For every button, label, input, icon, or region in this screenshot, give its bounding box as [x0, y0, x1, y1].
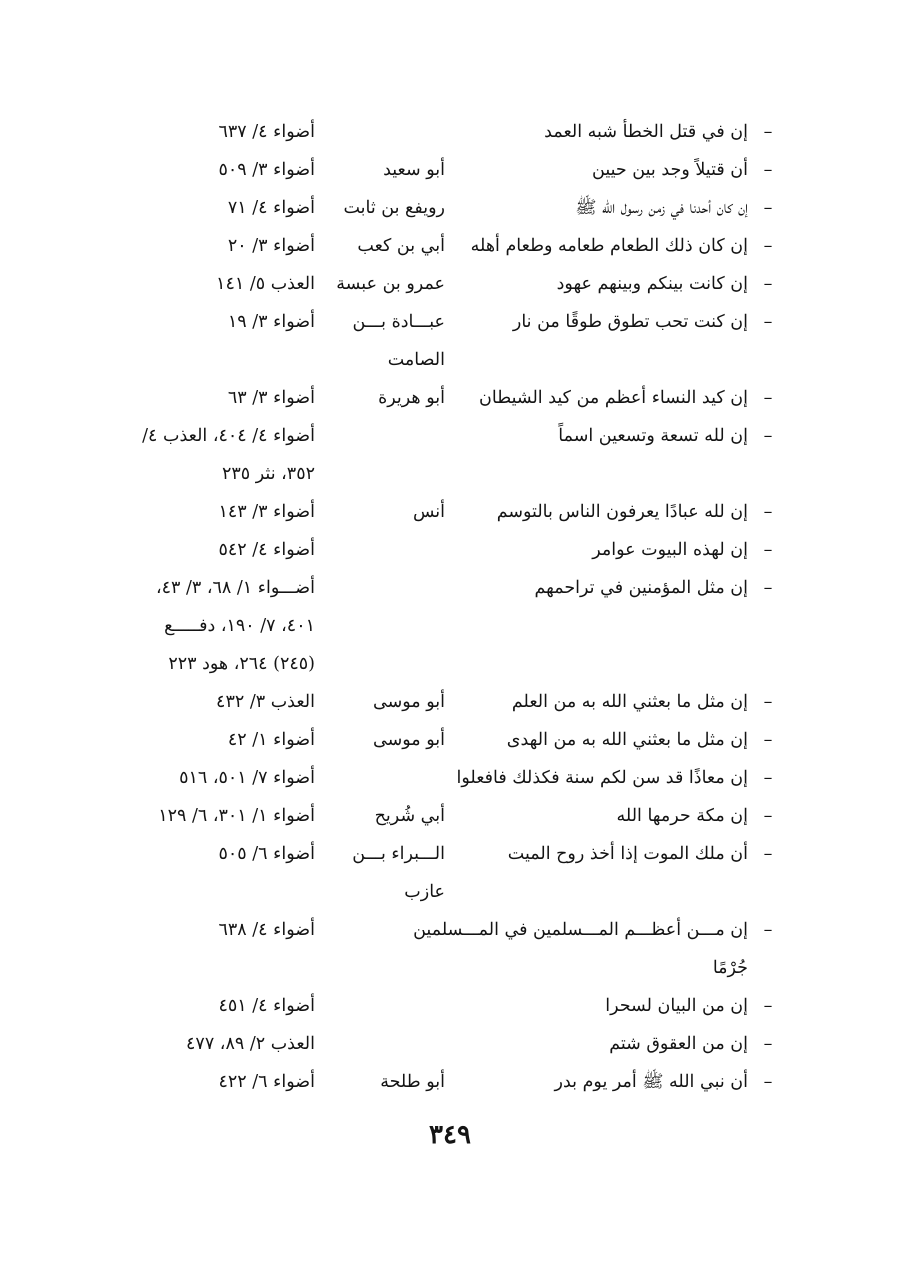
row-dash: – — [763, 274, 773, 294]
narrator-name — [320, 1025, 445, 1063]
row-dash: – — [763, 578, 773, 598]
source-reference: ٤٠١، ٧/ ١٩٠، دفـــــع — [164, 616, 315, 636]
row-dash — [758, 607, 778, 645]
hadith-text — [448, 455, 748, 493]
hadith-text: إن معاذًا قد سن لكم سنة فكذلك فافعلوا — [456, 768, 748, 788]
row-dash: – — [763, 236, 773, 256]
narrator-name — [320, 569, 445, 607]
row-dash: – — [763, 540, 773, 560]
hadith-text: أن نبي الله ﷺ أمر يوم بدر — [554, 1072, 748, 1092]
index-row — [0, 455, 900, 493]
row-dash: – — [763, 730, 773, 750]
index-row — [0, 113, 900, 151]
source-reference: أضواء ٧/ ٥٠١، ٥١٦ — [179, 768, 315, 788]
narrator-name — [320, 759, 445, 797]
index-row — [0, 189, 900, 227]
narrator-name: أبي بن كعب — [357, 236, 445, 256]
hadith-text: إن كيد النساء أعظم من كيد الشيطان — [479, 388, 748, 408]
hadith-text: جُرْمًا — [712, 958, 748, 978]
source-reference: أضواء ٣/ ١٤٣ — [218, 502, 315, 522]
source-reference: أضواء ٤/ ٤٥١ — [218, 996, 315, 1016]
source-reference: أضواء ٣/ ٢٠ — [227, 236, 315, 256]
row-dash — [758, 949, 778, 987]
narrator-name — [320, 911, 445, 949]
narrator-name — [320, 455, 445, 493]
row-dash: – — [763, 806, 773, 826]
narrator-name: أبو موسى — [373, 730, 445, 750]
index-row — [0, 1063, 900, 1101]
row-dash: – — [763, 312, 773, 332]
index-row — [0, 949, 900, 987]
hadith-text: إن في قتل الخطأ شبه العمد — [544, 122, 748, 142]
index-row — [0, 911, 900, 949]
row-dash: – — [763, 692, 773, 712]
narrator-name: أنس — [412, 502, 445, 522]
row-dash — [758, 455, 778, 493]
source-reference: أضواء ٤/ ٦٣٧ — [218, 122, 315, 142]
narrator-name — [320, 645, 445, 683]
source-reference: (٢٤٥) ٢٦٤، هود ٢٢٣ — [168, 654, 315, 674]
index-row — [0, 531, 900, 569]
source-reference: أضواء ٤/ ٥٤٢ — [218, 540, 315, 560]
source-reference: أضواء ٤/ ٤٠٤، العذب ٤/ — [142, 426, 315, 446]
narrator-name — [320, 113, 445, 151]
narrator-name: الـــبراء بـــن — [352, 844, 445, 864]
hadith-text: إن لله عبادًا يعرفون الناس بالتوسم — [496, 502, 748, 522]
narrator-name: عازب — [404, 882, 445, 902]
index-row — [0, 341, 900, 379]
hadith-text: إن كنت تحب تطوق طوقًا من نار — [512, 312, 748, 332]
index-row — [0, 1025, 900, 1063]
row-dash: – — [763, 198, 773, 218]
source-reference: أضواء ٤/ ٧١ — [227, 198, 315, 218]
row-dash: – — [763, 920, 773, 940]
row-dash — [758, 341, 778, 379]
row-dash — [758, 645, 778, 683]
index-row — [0, 987, 900, 1025]
index-row — [0, 607, 900, 645]
narrator-name: عبـــادة بـــن — [352, 312, 445, 332]
narrator-name: الصامت — [387, 350, 445, 370]
index-row — [0, 721, 900, 759]
row-dash: – — [763, 996, 773, 1016]
narrator-name — [320, 531, 445, 569]
index-row — [0, 759, 900, 797]
narrator-name: أبو هريرة — [378, 388, 445, 408]
source-reference: أضواء ٦/ ٥٠٥ — [218, 844, 315, 864]
row-dash: – — [763, 844, 773, 864]
row-dash — [758, 873, 778, 911]
hadith-text: إن مـــن أعظـــم المـــسلمين في المـــسلمين — [413, 920, 748, 940]
hadith-text — [448, 607, 748, 645]
index-row — [0, 683, 900, 721]
hadith-text: إن مثل ما بعثني الله به من الهدى — [506, 730, 748, 750]
source-reference — [115, 873, 315, 911]
source-reference — [115, 341, 315, 379]
row-dash: – — [763, 388, 773, 408]
hadith-text: أن قتيلاً وجد بين حيين — [592, 160, 748, 180]
source-reference: أضواء ٦/ ٤٢٢ — [218, 1072, 315, 1092]
index-row — [0, 265, 900, 303]
hadith-text — [448, 341, 748, 379]
hadith-text: إن لله تسعة وتسعين اسماً — [558, 426, 748, 446]
narrator-name: رويفع بن ثابت — [343, 198, 445, 218]
row-dash: – — [763, 160, 773, 180]
source-reference — [115, 949, 315, 987]
hadith-text: إن من البيان لسحرا — [605, 996, 748, 1016]
row-dash: – — [763, 502, 773, 522]
source-reference: أضواء ٣/ ٦٣ — [227, 388, 315, 408]
hadith-text: إن كانت بينكم وبينهم عهود — [556, 274, 748, 294]
source-reference: أضواء ١/ ٤٢ — [227, 730, 315, 750]
index-row — [0, 303, 900, 341]
hadith-text: إن مثل المؤمنين في تراحمهم — [534, 578, 748, 598]
hadith-text: إن مثل ما بعثني الله به من العلم — [511, 692, 748, 712]
row-dash: – — [763, 1072, 773, 1092]
hadith-text: إن لهذه البيوت عوامر — [592, 540, 748, 560]
index-row — [0, 645, 900, 683]
index-row — [0, 797, 900, 835]
index-row — [0, 873, 900, 911]
index-row — [0, 379, 900, 417]
index-row — [0, 493, 900, 531]
source-reference: أضواء ٣/ ٥٠٩ — [218, 160, 315, 180]
hadith-text — [448, 645, 748, 683]
source-reference: أضواء ٤/ ٦٣٨ — [218, 920, 315, 940]
source-reference: العذب ٢/ ٨٩، ٤٧٧ — [186, 1034, 315, 1054]
row-dash: – — [763, 1034, 773, 1054]
index-row — [0, 227, 900, 265]
hadith-text: إن كان أحدنا في زمن رسول الله ﷺ — [575, 198, 748, 218]
hadith-text: إن من العقوق شتم — [609, 1034, 748, 1054]
row-dash: – — [763, 426, 773, 446]
narrator-name: عمرو بن عبسة — [336, 274, 445, 294]
source-reference: أضـــواء ١/ ٦٨، ٣/ ٤٣، — [155, 578, 315, 598]
narrator-name — [320, 417, 445, 455]
index-row — [0, 569, 900, 607]
hadith-text — [448, 873, 748, 911]
source-reference: العذب ٥/ ١٤١ — [216, 274, 315, 294]
hadith-text: إن كان ذلك الطعام طعامه وطعام أهله — [470, 236, 748, 256]
source-reference: العذب ٣/ ٤٣٢ — [216, 692, 315, 712]
index-row — [0, 417, 900, 455]
source-reference: أضواء ٣/ ١٩ — [227, 312, 315, 332]
narrator-name — [320, 607, 445, 645]
narrator-name: أبو طلحة — [380, 1072, 445, 1092]
narrator-name: أبي شُريح — [374, 806, 445, 826]
narrator-name — [320, 987, 445, 1025]
source-reference: ٣٥٢، نثر ٢٣٥ — [222, 464, 315, 484]
narrator-name — [320, 949, 445, 987]
narrator-name: أبو موسى — [373, 692, 445, 712]
narrator-name: أبو سعيد — [383, 160, 445, 180]
index-row — [0, 151, 900, 189]
hadith-text: إن مكة حرمها الله — [616, 806, 748, 826]
source-reference: أضواء ١/ ٣٠١، ٦/ ١٢٩ — [158, 806, 315, 826]
hadith-index-list — [0, 113, 900, 1101]
row-dash: – — [763, 122, 773, 142]
page-number: ٣٤٩ — [429, 1120, 471, 1150]
hadith-text: أن ملك الموت إذا أخذ روح الميت — [507, 844, 748, 864]
row-dash: – — [763, 768, 773, 788]
index-row — [0, 835, 900, 873]
